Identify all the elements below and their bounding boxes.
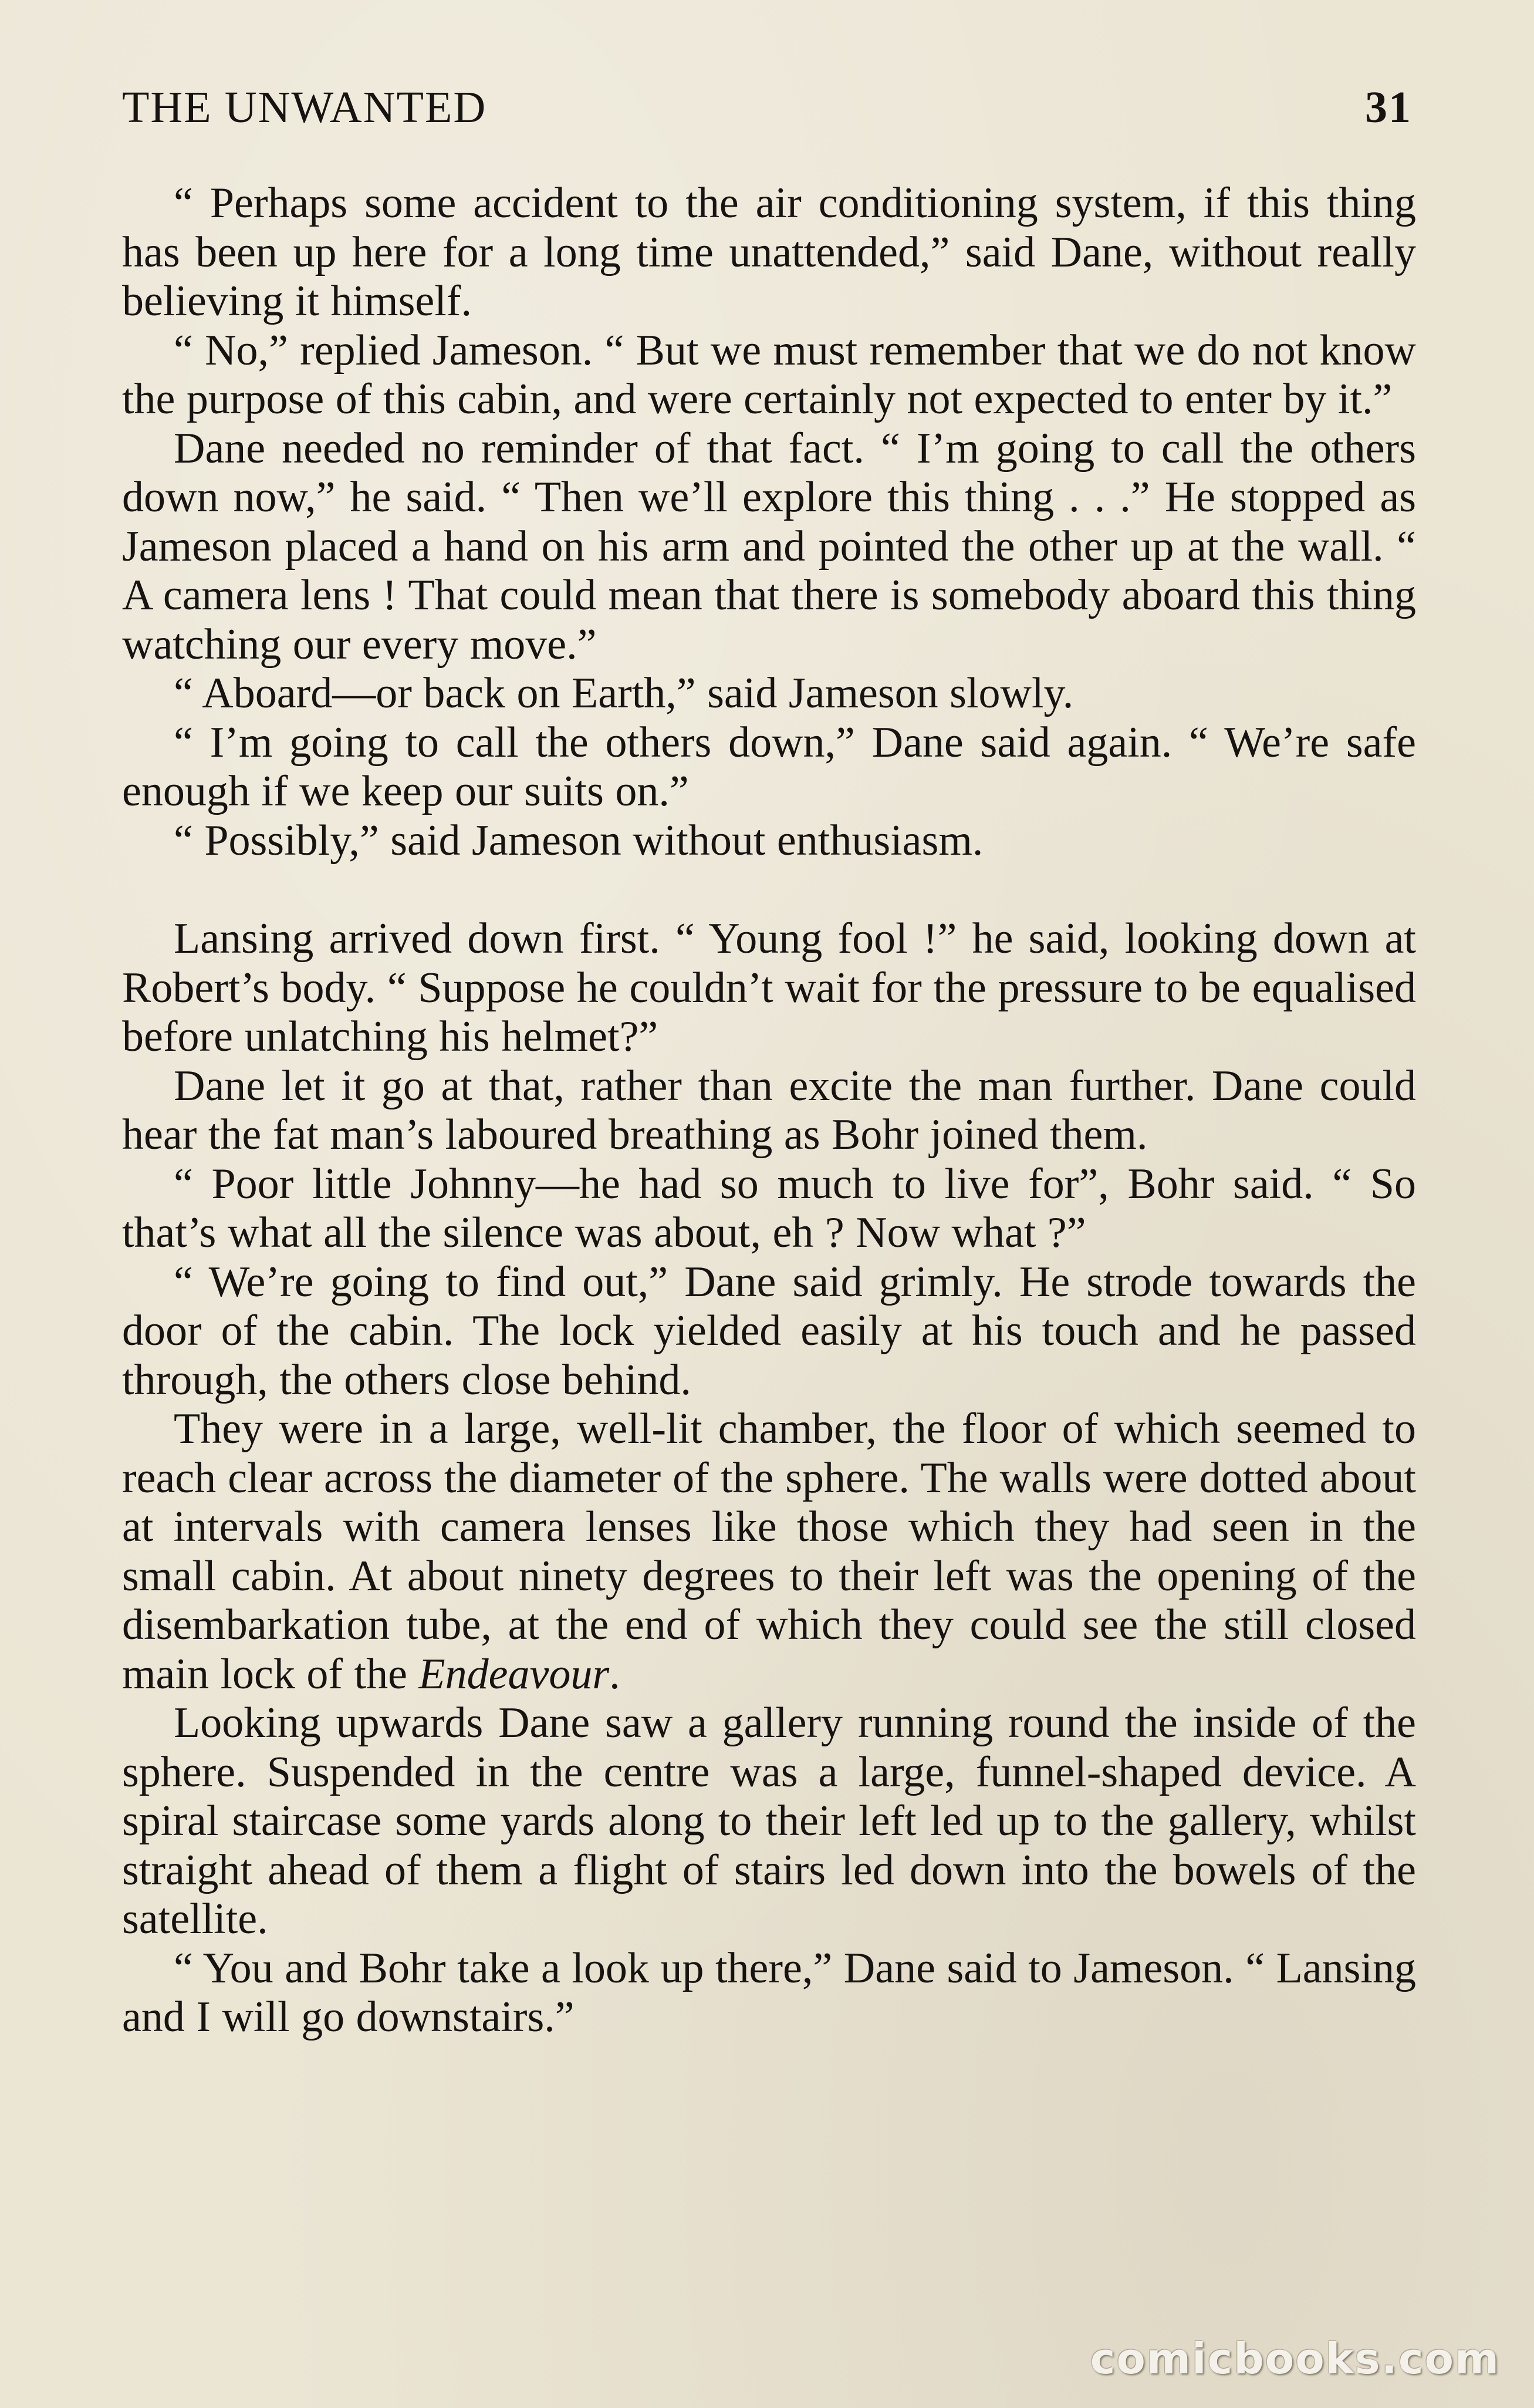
paragraph: Lansing arrived down first. “ Young fool !” he said, looking down at Robert’s body. “ Suppose he couldn’t wait for the pressure to be equalised before unlatching his helmet?” xyxy=(122,915,1416,1061)
running-title: THE UNWANTED xyxy=(122,83,487,132)
paragraph-text: They were in a large, well-lit chamber, the floor of which seemed to reach clear across the diameter of the sphere. The walls were dotted about at intervals with camera lenses like those which they had seen in the small cabin. At about ninety degrees to their left was the opening of the disembarkation tube, at the end of which they could see the still closed main lock of the xyxy=(122,1405,1416,1698)
paragraph: “ Possibly,” said Jameson without enthusiasm. xyxy=(174,816,984,865)
section-break xyxy=(122,865,1416,915)
paragraph: “ We’re going to find out,” Dane said grimly. He strode towards the door of the cabin. The lock yielded easily at his touch and he passed through, the others close behind. xyxy=(122,1257,1416,1404)
paragraph: “ No,” replied Jameson. “ But we must remember that we do not know the purpose of this cabin, and were certainly not expected to enter by it.” xyxy=(122,326,1416,423)
watermark: comicbooks.com xyxy=(1090,2334,1500,2383)
paragraph: “ Perhaps some accident to the air conditioning system, if this thing has been up here for a long time unattended,” said Dane, without really believing it himself. xyxy=(122,179,1416,325)
page-header xyxy=(122,82,1412,141)
paragraph xyxy=(122,1405,1416,1699)
paragraph: “ Aboard—or back on Earth,” said Jameson slowly. xyxy=(174,669,1074,717)
paragraph: “ I’m going to call the others down,” Dane said again. “ We’re safe enough if we keep our suits on.” xyxy=(122,718,1416,815)
paragraph: “ You and Bohr take a look up there,” Dane said to Jameson. “ Lansing and I will go downstairs.” xyxy=(122,1944,1416,2041)
paragraph: Dane let it go at that, rather than excite the man further. Dane could hear the fat man’s laboured breathing as Bohr joined them. xyxy=(122,1061,1416,1159)
paragraph-end: . xyxy=(609,1650,620,1698)
page-number: 31 xyxy=(1365,83,1412,132)
paragraph: “ Poor little Johnny—he had so much to live for”, Bohr said. “ So that’s what all the silence was about, eh ? Now what ?” xyxy=(122,1159,1416,1257)
body-text xyxy=(122,179,1416,2042)
ship-name: Endeavour xyxy=(418,1650,610,1698)
paragraph: Dane needed no reminder of that fact. “ I’m going to call the others down now,” he said. “ Then we’ll explore this thing . . .” He stopped as Jameson placed a hand on his arm and pointed the other up at the wall. “ A camera lens ! That could mean that there is somebody aboard this thing watching our every move.” xyxy=(122,424,1416,669)
paragraph: Looking upwards Dane saw a gallery running round the inside of the sphere. Suspended in the centre was a large, funnel-shaped device. A spiral staircase some yards along to their left led up to the gallery, whilst straight ahead of them a flight of stairs led down into the bowels of the satellite. xyxy=(122,1699,1416,1943)
